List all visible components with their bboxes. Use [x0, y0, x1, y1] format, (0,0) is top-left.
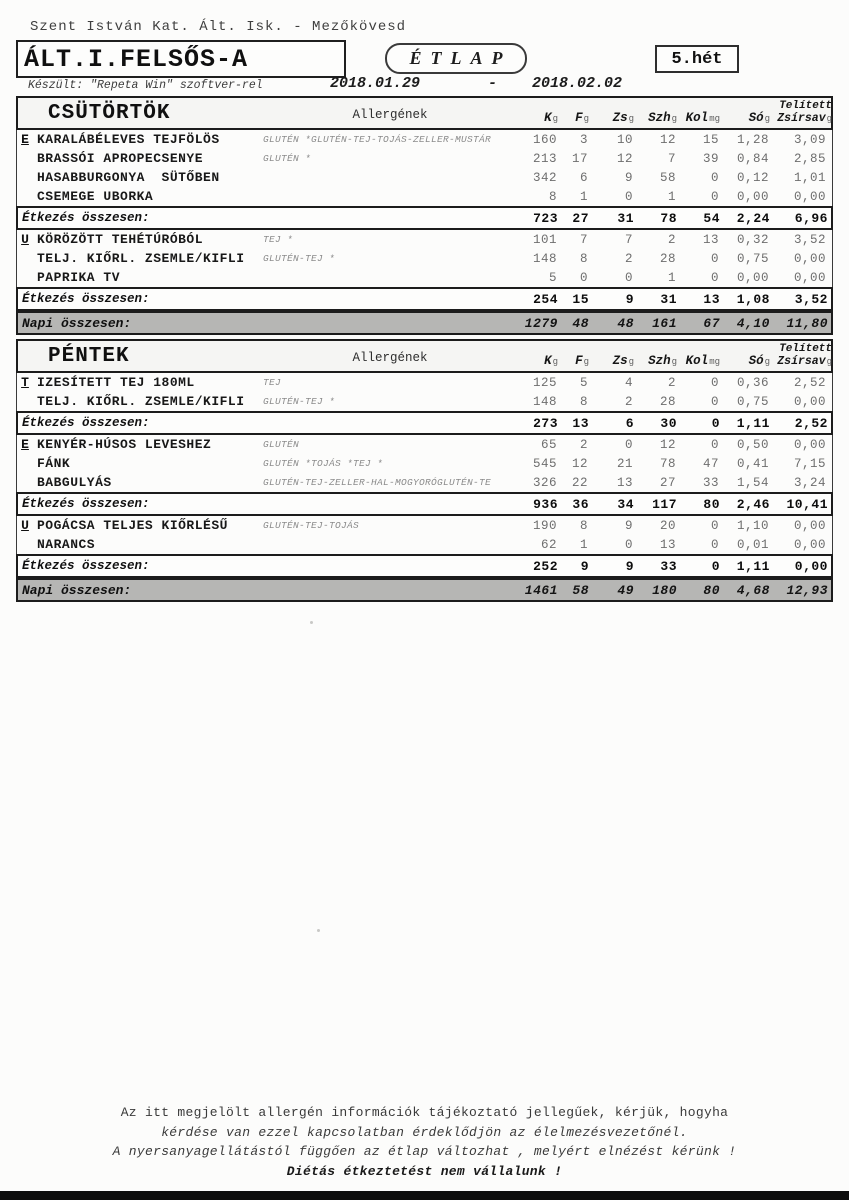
- subtotal-value: 723: [533, 210, 558, 226]
- subtotal-value: 54: [703, 210, 720, 226]
- food-allergens: GLUTÉN-TEJ-TOJÁS: [263, 520, 360, 531]
- food-value: 2,85: [793, 151, 826, 166]
- daily-total-value: 4,68: [736, 582, 770, 598]
- food-value: 0: [710, 375, 719, 390]
- subtotal-value: 34: [617, 496, 634, 512]
- day-header: [16, 339, 833, 373]
- daily-total-value: 1279: [524, 315, 558, 331]
- food-value: 190: [532, 518, 557, 533]
- food-value: 20: [659, 518, 676, 533]
- food-value: 6: [579, 170, 588, 185]
- food-value: 0,00: [793, 537, 826, 552]
- food-value: 0: [624, 537, 633, 552]
- food-value: 1,28: [736, 132, 769, 147]
- nutrient-column-header: [770, 101, 832, 128]
- food-value: 28: [659, 251, 676, 266]
- food-value: 125: [532, 375, 557, 390]
- column-header-line: [777, 355, 832, 368]
- food-value: 13: [659, 537, 676, 552]
- food-value: 58: [659, 170, 676, 185]
- food-value: 1,54: [736, 475, 769, 490]
- meal-code: E: [21, 437, 29, 452]
- food-value: 21: [616, 456, 633, 471]
- column-header-unit: g: [671, 114, 677, 124]
- subtotal-row: [16, 554, 833, 578]
- food-value: 12: [571, 456, 588, 471]
- subtotal-label: Étkezés összesen:: [22, 559, 150, 573]
- food-value: 0: [710, 518, 719, 533]
- column-header-unit: g: [583, 114, 589, 124]
- subtotal-value: 78: [660, 210, 677, 226]
- food-name: IZESÍTETT TEJ 180ML: [37, 375, 195, 390]
- food-value: 12: [659, 437, 676, 452]
- subtotal-label: Étkezés összesen:: [22, 416, 150, 430]
- food-row: [17, 149, 832, 168]
- food-value: 160: [532, 132, 557, 147]
- column-header-unit: g: [826, 114, 832, 124]
- column-header-line: [613, 354, 634, 368]
- subtotal-value: 2,46: [736, 496, 770, 512]
- nutrient-column-header: [770, 344, 832, 371]
- column-header-unit: g: [671, 357, 677, 367]
- subtotal-value: 254: [533, 291, 558, 307]
- food-name: FÁNK: [37, 456, 71, 471]
- food-value: 3: [579, 132, 588, 147]
- food-row: [17, 473, 832, 492]
- food-value: 0: [624, 189, 633, 204]
- column-header-line: [544, 111, 558, 125]
- subtotal-value: 9: [625, 291, 634, 307]
- subtotal-row: [16, 492, 833, 516]
- column-header-label: Zsírsav: [777, 355, 826, 368]
- meal-group: [16, 130, 833, 206]
- column-header-line: [544, 354, 558, 368]
- meal-code: T: [21, 375, 29, 390]
- daily-total-value: 161: [652, 315, 677, 331]
- food-value: 7: [667, 151, 676, 166]
- date-from: 2018.01.29: [330, 75, 421, 92]
- food-value: 0: [710, 251, 719, 266]
- meal-group: [16, 230, 833, 287]
- column-header-label: Szh: [648, 354, 671, 368]
- food-value: 12: [616, 151, 633, 166]
- column-header-unit: g: [628, 357, 634, 367]
- food-value: 13: [702, 232, 719, 247]
- daily-total-label: Napi összesen:: [22, 582, 132, 598]
- food-allergens: GLUTÉN *TOJÁS *TEJ *: [263, 458, 384, 469]
- food-value: 0,41: [736, 456, 769, 471]
- column-header-label: Só: [748, 111, 764, 125]
- subtotal-value: 9: [580, 558, 589, 574]
- nutrient-column-header: [634, 354, 677, 371]
- subtotal-value: 117: [652, 496, 677, 512]
- food-value: 326: [532, 475, 557, 490]
- day-table: [16, 96, 833, 335]
- subtotal-value: 0,00: [794, 558, 828, 574]
- allergens-column-header: Allergének: [352, 108, 428, 122]
- food-value: 0: [710, 537, 719, 552]
- column-header-label: F: [575, 111, 583, 125]
- food-value: 0,00: [793, 189, 826, 204]
- food-name: BRASSÓI APROPECSENYE: [37, 151, 204, 166]
- meal-code: E: [21, 132, 29, 147]
- column-header-line: [749, 111, 770, 125]
- footer-line-2: kérdése van ezzel kapcsolatban érdeklődjön az élelmezésvezetőnél.: [161, 1124, 688, 1140]
- food-value: 0,00: [793, 270, 826, 285]
- food-name: KENYÉR-HÚSOS LEVESHEZ: [37, 437, 212, 452]
- allergens-column-header: Allergének: [352, 351, 428, 365]
- food-value: 0: [710, 394, 719, 409]
- subtotal-value: 2,24: [736, 210, 770, 226]
- nutrient-column-header: [589, 111, 634, 128]
- subtotal-value: 6,96: [794, 210, 828, 226]
- food-value: 8: [579, 251, 588, 266]
- food-value: 1: [667, 189, 676, 204]
- subtotal-value: 13: [572, 415, 589, 431]
- food-value: 3,09: [793, 132, 826, 147]
- nutrient-column-header: [516, 354, 558, 371]
- food-value: 2,52: [793, 375, 826, 390]
- food-value: 0: [710, 170, 719, 185]
- column-header-line: [575, 111, 589, 125]
- menu-tables: [16, 96, 833, 602]
- meal-group: [16, 435, 833, 492]
- daily-total-row: [16, 311, 833, 335]
- day-table: [16, 339, 833, 602]
- nutrient-column-header: [634, 111, 677, 128]
- column-header-unit: g: [764, 114, 770, 124]
- subtotal-value: 252: [533, 558, 558, 574]
- subtotal-value: 30: [660, 415, 677, 431]
- food-allergens: GLUTÉN-TEJ *: [263, 253, 336, 264]
- food-value: 0: [624, 437, 633, 452]
- bottom-scan-bar: [0, 1191, 849, 1200]
- daily-total-row: [16, 578, 833, 602]
- daily-total-value: 12,93: [786, 582, 828, 598]
- food-value: 0,50: [736, 437, 769, 452]
- subtotal-value: 13: [703, 291, 720, 307]
- column-header-unit: g: [826, 357, 832, 367]
- daily-total-label: Napi összesen:: [22, 315, 132, 331]
- food-value: 101: [532, 232, 557, 247]
- meal-code: U: [21, 518, 29, 533]
- column-header-label: Zs: [612, 111, 628, 125]
- day-header: [16, 96, 833, 130]
- food-value: 2: [624, 251, 633, 266]
- food-row: [17, 187, 832, 206]
- food-value: 4: [624, 375, 633, 390]
- food-name: NARANCS: [37, 537, 96, 552]
- food-value: 78: [659, 456, 676, 471]
- daily-total-value: 4,10: [736, 315, 770, 331]
- subtotal-row: [16, 206, 833, 230]
- food-row: [17, 435, 832, 454]
- menu-title: ÉTLAP: [409, 48, 512, 68]
- food-value: 2: [579, 437, 588, 452]
- column-header-label: Szh: [648, 111, 671, 125]
- subtotal-value: 15: [572, 291, 589, 307]
- food-value: 0,36: [736, 375, 769, 390]
- food-value: 9: [624, 170, 633, 185]
- food-value: 0: [710, 189, 719, 204]
- school-name: Szent István Kat. Ált. Isk. - Mezőkövesd: [30, 19, 407, 35]
- subtotal-value: 31: [617, 210, 634, 226]
- food-value: 0: [710, 270, 719, 285]
- column-header-label: Kol: [685, 111, 709, 125]
- subtotal-value: 273: [533, 415, 558, 431]
- column-header-unit: g: [583, 357, 589, 367]
- column-header-line: [648, 111, 677, 125]
- footer-line-3: A nyersanyagellátástól függően az étlap változhat , melyért elnézést kérünk !: [112, 1144, 737, 1159]
- food-value: 8: [579, 394, 588, 409]
- subtotal-value: 0: [711, 558, 720, 574]
- food-name: CSEMEGE UBORKA: [37, 189, 154, 204]
- daily-total-value: 49: [617, 582, 634, 598]
- subtotal-value: 31: [660, 291, 677, 307]
- food-value: 9: [624, 518, 633, 533]
- nutrient-column-header: [677, 111, 720, 128]
- food-value: 0,00: [793, 251, 826, 266]
- food-value: 1: [667, 270, 676, 285]
- nutrient-column-header: [516, 111, 558, 128]
- food-value: 0,75: [736, 394, 769, 409]
- food-allergens: GLUTÉN *: [263, 153, 312, 164]
- food-value: 15: [702, 132, 719, 147]
- column-header-line: [777, 112, 832, 125]
- food-value: 5: [548, 270, 557, 285]
- food-name: POGÁCSA TELJES KIŐRLÉSŰ: [37, 518, 228, 533]
- food-value: 5: [579, 375, 588, 390]
- column-header-line: [575, 354, 589, 368]
- food-value: 0: [710, 437, 719, 452]
- class-name: ÁLT.I.FELSŐS-A: [24, 44, 249, 74]
- nutrient-column-header: [720, 111, 770, 128]
- subtotal-value: 936: [533, 496, 558, 512]
- food-name: PAPRIKA TV: [37, 270, 121, 285]
- food-value: 0,00: [793, 437, 826, 452]
- daily-total-value: 67: [703, 315, 720, 331]
- day-name: PÉNTEK: [48, 344, 130, 368]
- food-value: 0,84: [736, 151, 769, 166]
- food-value: 148: [532, 251, 557, 266]
- food-value: 62: [540, 537, 557, 552]
- subtotal-value: 33: [660, 558, 677, 574]
- made-with-note: Készült: "Repeta Win" szoftver-rel: [28, 79, 263, 92]
- footer-notes: [0, 1103, 849, 1181]
- subtotal-value: 10,41: [786, 496, 828, 512]
- column-header-unit: mg: [709, 357, 720, 367]
- date-range: [330, 75, 622, 92]
- subtotal-value: 6: [625, 415, 634, 431]
- food-row: [17, 535, 832, 554]
- food-row: [17, 230, 832, 249]
- nutrient-column-header: [720, 354, 770, 371]
- food-value: 3,52: [793, 232, 826, 247]
- column-header-label: Só: [748, 354, 764, 368]
- subtotal-label: Étkezés összesen:: [22, 211, 150, 225]
- food-value: 0: [579, 270, 588, 285]
- food-value: 28: [659, 394, 676, 409]
- subtotal-row: [16, 287, 833, 311]
- nutrient-column-header: [558, 111, 589, 128]
- food-allergens: TEJ *: [263, 234, 294, 245]
- nutrient-column-header: [589, 354, 634, 371]
- food-row: [17, 392, 832, 411]
- food-value: 13: [616, 475, 633, 490]
- column-header-label: Zsírsav: [777, 112, 826, 125]
- food-row: [17, 268, 832, 287]
- nutrient-column-header: [677, 354, 720, 371]
- nutrient-column-header: [558, 354, 589, 371]
- food-value: 0,75: [736, 251, 769, 266]
- scan-speck: [317, 929, 320, 932]
- daily-total-value: 11,80: [786, 315, 828, 331]
- food-value: 7,15: [793, 456, 826, 471]
- food-row: [17, 373, 832, 392]
- subtotal-value: 9: [625, 558, 634, 574]
- food-value: 2: [624, 394, 633, 409]
- food-row: [17, 130, 832, 149]
- food-value: 8: [548, 189, 557, 204]
- subtotal-row: [16, 411, 833, 435]
- meal-group: [16, 373, 833, 411]
- food-value: 65: [540, 437, 557, 452]
- daily-total-value: 180: [652, 582, 677, 598]
- subtotal-label: Étkezés összesen:: [22, 497, 150, 511]
- food-value: 0,00: [736, 270, 769, 285]
- day-name: CSÜTÖRTÖK: [48, 101, 171, 125]
- column-header-line: [613, 111, 634, 125]
- class-box: [16, 40, 346, 78]
- subtotal-value: 1,11: [736, 415, 770, 431]
- food-value: 2: [667, 232, 676, 247]
- food-name: KARALÁBÉLEVES TEJFÖLÖS: [37, 132, 220, 147]
- column-header-label: Kol: [685, 354, 709, 368]
- meal-group: [16, 516, 833, 554]
- menu-title-badge: [385, 43, 527, 74]
- column-header-line: [686, 111, 720, 125]
- food-name: BABGULYÁS: [37, 475, 112, 490]
- food-allergens: TEJ: [263, 377, 282, 388]
- food-row: [17, 454, 832, 473]
- column-header-line: [648, 354, 677, 368]
- food-value: 1: [579, 189, 588, 204]
- column-header-unit: g: [764, 357, 770, 367]
- food-allergens: GLUTÉN *GLUTÉN-TEJ-TOJÁS-ZELLER-MUSTÁR: [263, 134, 492, 145]
- column-header-unit: g: [628, 114, 634, 124]
- food-value: 27: [659, 475, 676, 490]
- food-row: [17, 168, 832, 187]
- food-value: 47: [702, 456, 719, 471]
- food-value: 39: [702, 151, 719, 166]
- subtotal-value: 3,52: [794, 291, 828, 307]
- daily-total-value: 1461: [524, 582, 558, 598]
- food-allergens: GLUTÉN: [263, 439, 300, 450]
- food-value: 17: [571, 151, 588, 166]
- food-value: 1,10: [736, 518, 769, 533]
- subtotal-value: 2,52: [794, 415, 828, 431]
- food-row: [17, 249, 832, 268]
- week-badge: [655, 45, 739, 73]
- food-value: 12: [659, 132, 676, 147]
- scan-speck: [310, 621, 313, 624]
- column-header-unit: g: [552, 114, 558, 124]
- column-header-line: [686, 354, 720, 368]
- subtotal-value: 1,11: [736, 558, 770, 574]
- date-separator: -: [488, 75, 498, 92]
- food-allergens: GLUTÉN-TEJ *: [263, 396, 336, 407]
- subtotal-value: 36: [572, 496, 589, 512]
- subtotal-label: Étkezés összesen:: [22, 292, 150, 306]
- subtotal-value: 27: [572, 210, 589, 226]
- food-value: 8: [579, 518, 588, 533]
- food-value: 7: [579, 232, 588, 247]
- week-label: 5.hét: [671, 49, 723, 69]
- food-value: 148: [532, 394, 557, 409]
- food-row: [17, 516, 832, 535]
- food-value: 213: [532, 151, 557, 166]
- column-header-unit: mg: [709, 114, 720, 124]
- footer-line-1: Az itt megjelölt allergén információk tájékoztató jellegűek, kérjük, hogyha: [120, 1105, 729, 1120]
- column-header-line: [749, 354, 770, 368]
- food-value: 33: [702, 475, 719, 490]
- daily-total-value: 58: [572, 582, 589, 598]
- food-value: 0,00: [736, 189, 769, 204]
- column-header-unit: g: [552, 357, 558, 367]
- subtotal-value: 80: [703, 496, 720, 512]
- food-value: 0,00: [793, 518, 826, 533]
- daily-total-value: 48: [572, 315, 589, 331]
- food-value: 0,01: [736, 537, 769, 552]
- column-header-label: Zs: [612, 354, 628, 368]
- food-value: 1: [579, 537, 588, 552]
- food-value: 0,00: [793, 394, 826, 409]
- food-value: 342: [532, 170, 557, 185]
- food-name: TELJ. KIŐRL. ZSEMLE/KIFLI: [37, 394, 245, 409]
- food-value: 10: [616, 132, 633, 147]
- date-to: 2018.02.02: [532, 75, 623, 92]
- food-value: 3,24: [793, 475, 826, 490]
- food-value: 0,32: [736, 232, 769, 247]
- food-value: 1,01: [793, 170, 826, 185]
- column-header-over-label: Telített: [779, 343, 832, 355]
- daily-total-value: 48: [617, 315, 634, 331]
- food-value: 2: [667, 375, 676, 390]
- food-name: HASABBURGONYA SÜTŐBEN: [37, 170, 220, 185]
- daily-total-value: 80: [703, 582, 720, 598]
- food-value: 22: [571, 475, 588, 490]
- column-header-label: F: [575, 354, 583, 368]
- footer-line-4: Diétás étkeztetést nem vállalunk !: [286, 1163, 563, 1179]
- column-header-label: K: [544, 354, 552, 368]
- column-header-label: K: [544, 111, 552, 125]
- food-value: 7: [624, 232, 633, 247]
- column-header-over-label: Telített: [779, 100, 832, 112]
- food-allergens: GLUTÉN-TEJ-ZELLER-HAL-MOGYORÓGLUTÉN-TE: [263, 477, 492, 488]
- food-name: KÖRÖZÖTT TEHÉTÚRÓBÓL: [37, 232, 204, 247]
- food-name: TELJ. KIŐRL. ZSEMLE/KIFLI: [37, 251, 245, 266]
- food-value: 0,12: [736, 170, 769, 185]
- meal-code: U: [21, 232, 29, 247]
- subtotal-value: 0: [711, 415, 720, 431]
- food-value: 0: [624, 270, 633, 285]
- food-value: 545: [532, 456, 557, 471]
- subtotal-value: 1,08: [736, 291, 770, 307]
